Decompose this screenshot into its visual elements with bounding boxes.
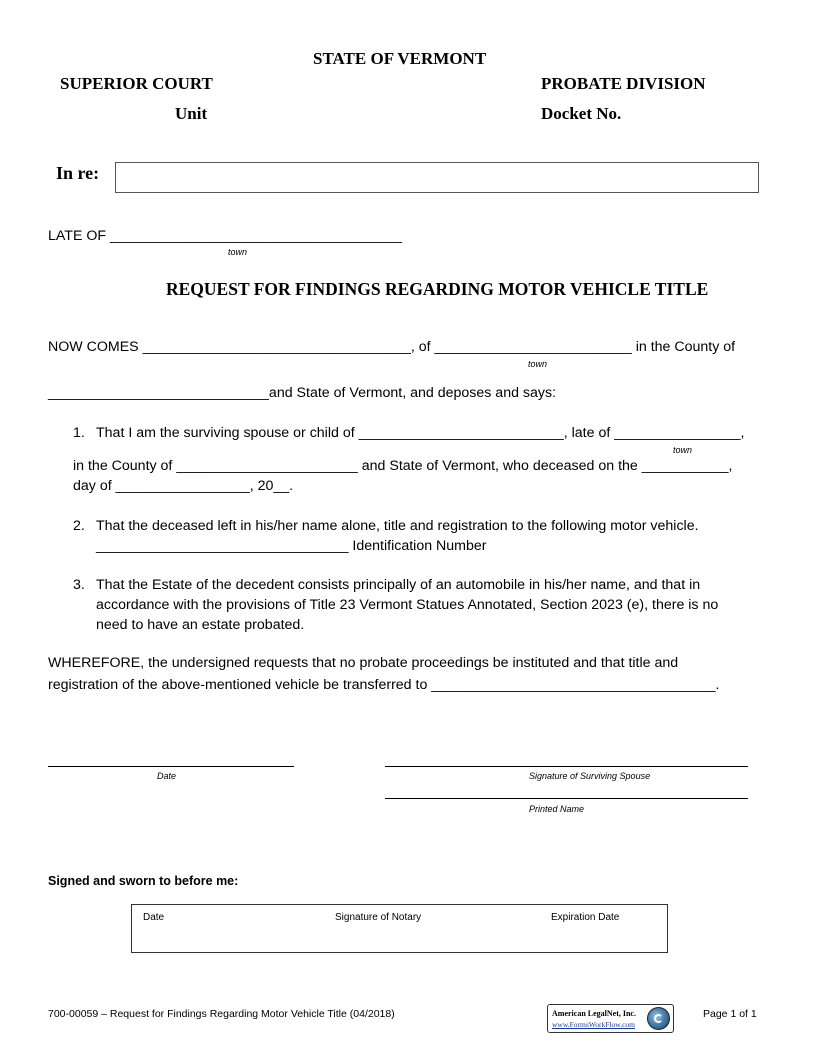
printed-name-caption: Printed Name [529,804,585,814]
expiration-date-label: Expiration Date [551,912,620,923]
late-of-town-caption: town [228,247,248,257]
item-1-line-3: day of _________________, 20__. [73,478,294,494]
docket-label: Docket No. [541,104,622,123]
item-2-line-1: That the deceased left in his/her name alone, title and registration to the following motor vehicle. [96,518,699,534]
spouse-signature-caption: Signature of Surviving Spouse [529,771,651,781]
wherefore-line-2: registration of the above-mentioned vehicle be transferred to ____________________________________. [48,677,720,693]
court-heading: SUPERIOR COURT [60,74,213,93]
item-2-line-2: ________________________________ Identification Number [96,538,487,554]
item-3-line-1: That the Estate of the decedent consists principally of an automobile in his/her name, and that in [96,577,701,593]
item-3-line-3: need to have an estate probated. [96,617,305,633]
in-re-field[interactable] [115,162,759,193]
late-of-line: LATE OF _____________________________________ [48,228,402,244]
item-1-town-caption: town [673,445,693,455]
date-signature-line[interactable] [48,766,294,767]
printed-name-line[interactable] [385,798,748,799]
globe-icon [647,1007,670,1030]
sworn-label: Signed and sworn to before me: [48,874,239,888]
item-1-line-1: That I am the surviving spouse or child of __________________________, late of ________________, [96,425,745,441]
spouse-signature-line[interactable] [385,766,748,767]
unit-label: Unit [175,104,208,123]
american-legalnet-logo[interactable] [547,1004,674,1033]
item-3-line-2: accordance with the provisions of Title 23 Vermont Statues Annotated, Section 2023 (e), there is no [96,597,719,613]
logo-company-name: American LegalNet, Inc. [552,1009,636,1018]
now-comes-town-caption: town [528,359,548,369]
document-title: REQUEST FOR FINDINGS REGARDING MOTOR VEHICLE TITLE [166,279,709,299]
wherefore-line-1: WHEREFORE, the undersigned requests that no probate proceedings be instituted and that title and [48,655,679,671]
now-comes-line: NOW COMES __________________________________, of _________________________ in the County of [48,339,736,355]
item-3-number: 3. [73,577,85,593]
item-1-number: 1. [73,425,85,441]
form-id: 700-00059 – Request for Findings Regarding Motor Vehicle Title (04/2018) [48,1008,395,1020]
notary-box[interactable] [131,904,668,953]
notary-date-label: Date [143,912,165,923]
item-1-line-2: in the County of _______________________ and State of Vermont, who deceased on the ___________, [73,458,733,474]
date-caption: Date [157,771,177,781]
item-2-number: 2. [73,518,85,534]
state-heading: STATE OF VERMONT [313,49,487,68]
county-line: ____________________________and State of Vermont, and deposes and says: [48,385,557,401]
page-number: Page 1 of 1 [703,1008,757,1020]
notary-signature-label: Signature of Notary [335,912,422,923]
in-re-label: In re: [56,163,100,183]
logo-website-link[interactable]: www.FormsWorkFlow.com [552,1020,636,1029]
division-heading: PROBATE DIVISION [541,74,706,93]
